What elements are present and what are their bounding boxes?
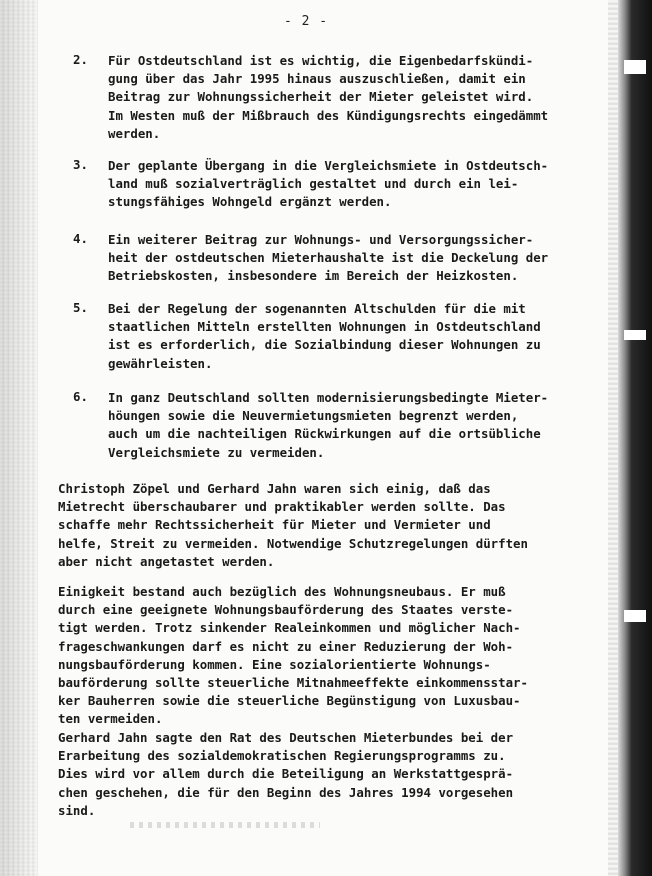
scan-notch (624, 330, 646, 340)
item-number: 3. (73, 157, 88, 172)
item-text: Für Ostdeutschland ist es wichtig, die Eigenbedarfskündi- gung über das Jahr 1995 hinaus auszuschließen, damit ein Beitrag zur Wohnungssicherheit der Mieter geleistet wird. Im Westen muß der Mißbrauch des Kündigungsrechts eingedämmt werden. (108, 53, 549, 141)
body-paragraph: Christoph Zöpel und Gerhard Jahn waren sich einig, daß das Mietrecht überschaubarer und praktikabler werden sollte. Das schaffe mehr Rechtssicherheit für Mieter und Vermieter und helfe, Streit zu vermeiden. Notwendige Schutzregelungen dürften aber nicht angetastet werden. (58, 481, 528, 569)
body-paragraph: Einigkeit bestand auch bezüglich des Wohnungsneubaus. Er muß durch eine geeignete Wohnungsbauförderung des Staates verste- tigt werden. Trotz sinkender Realeinkommen und möglicher Nach- frageschwankungen darf es nicht zu einer Reduzierung der Woh- nungsbauförderung kommen. Eine sozialorientierte Wohnungs- bauförderung sollte steuerliche Mitnahmeeffekte einkommensstar- ker Bauherren sowie die steuerliche Begünstigung von Luxusbau- ten vermeiden. (58, 584, 528, 727)
item-text: In ganz Deutschland sollten modernisierungsbedingte Mieter- höungen sowie die Neuvermietungsmieten begrenzt werden, auch um die nachteiligen Rückwirkungen auf die ortsübliche Vergleichsmiete zu vermeiden. (108, 390, 549, 460)
scan-edge-left (0, 0, 38, 876)
item-text: Ein weiterer Beitrag zur Wohnungs- und Versorgungssicher- heit der ostdeutschen Mieterhaushalte ist die Deckelung der Betriebskosten, insbesondere im Bereich der Heizkosten. (108, 232, 549, 284)
item-number: 4. (73, 231, 88, 246)
scan-edge-right-shadow (608, 0, 618, 876)
item-number: 6. (73, 389, 88, 404)
page-number: - 2 - (284, 14, 329, 29)
scan-edge-right (618, 0, 652, 876)
scan-notch (624, 60, 646, 74)
item-text: Der geplante Übergang in die Vergleichsmiete in Ostdeutsch- land muß sozialverträglich gestaltet und durch ein lei- stungsfähiges Wohngeld ergänzt werden. (108, 158, 549, 210)
scan-notch (624, 610, 646, 622)
item-number: 5. (73, 300, 88, 315)
scan-smudge (130, 822, 320, 828)
item-text: Bei der Regelung der sogenannten Altschulden für die mit staatlichen Mitteln erstellten Wohnungen in Ostdeutschland ist es erforderlich, die Sozialbindung dieser Wohnungen zu gewährleisten. (108, 301, 541, 371)
item-number: 2. (73, 52, 88, 67)
body-paragraph: Gerhard Jahn sagte den Rat des Deutschen Mieterbundes bei der Erarbeitung des sozialdemokratischen Regierungsprogramms zu. Dies wird vor allem durch die Beteiligung an Werkstattgesprä- chen geschehen, die für den Beginn des Jahres 1994 vorgesehen sind. (58, 730, 514, 818)
